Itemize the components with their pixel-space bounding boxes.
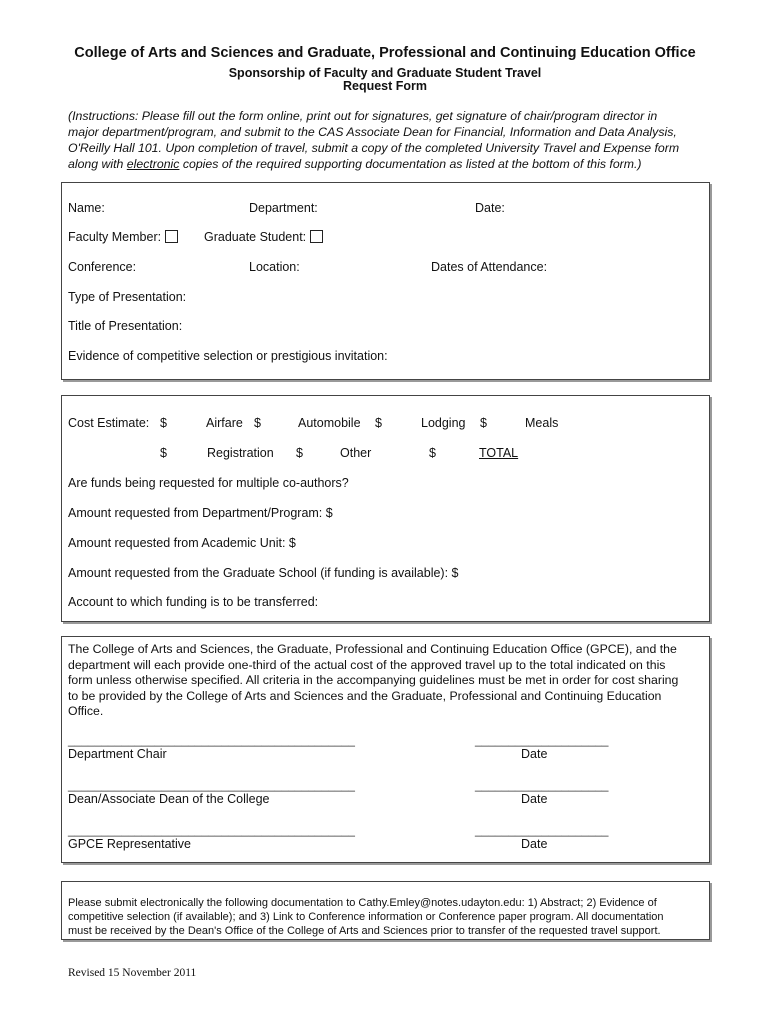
- coauthors-question: Are funds being requested for multiple co-authors?: [68, 476, 349, 490]
- automobile-label: Automobile: [298, 416, 361, 430]
- date-label: Date:: [475, 201, 505, 215]
- title-of-presentation-label: Title of Presentation:: [68, 319, 183, 333]
- dean-label: Dean/Associate Dean of the College: [68, 792, 270, 806]
- dollar-sign: $: [480, 416, 487, 430]
- department-amount-label: Amount requested from Department/Program: $: [68, 506, 333, 520]
- account-label: Account to which funding is to be transferred:: [68, 595, 319, 609]
- instructions-line: O'Reilly Hall 101. Upon completion of travel, submit a copy of the completed University Travel and Expense form: [68, 141, 680, 155]
- faculty-member-checkbox[interactable]: [165, 230, 178, 243]
- instructions-line: major department/program, and submit to the CAS Associate Dean for Financial, Information and Data Analysis,: [68, 125, 677, 139]
- chair-date-label: Date: [521, 747, 548, 761]
- department-chair-label: Department Chair: [68, 747, 167, 761]
- gpce-date-label: Date: [521, 837, 548, 851]
- gpce-representative-label: GPCE Representative: [68, 837, 191, 851]
- airfare-label: Airfare: [206, 416, 243, 430]
- dollar-sign: $: [160, 446, 167, 460]
- dean-signature-line[interactable]: ___________________________________________: [68, 778, 355, 792]
- instructions: [68, 108, 708, 172]
- dollar-sign: $: [429, 446, 436, 460]
- form-subtitle: Sponsorship of Faculty and Graduate Student Travel: [228, 66, 542, 80]
- dean-date-line[interactable]: ____________________: [475, 778, 609, 792]
- dollar-sign: $: [160, 416, 167, 430]
- revision-date: Revised 15 November 2011: [68, 967, 197, 979]
- form-title: College of Arts and Sciences and Graduate, Professional and Continuing Education Office: [74, 45, 696, 61]
- dates-of-attendance-label: Dates of Attendance:: [431, 260, 548, 274]
- cost-estimate-label: Cost Estimate:: [68, 416, 150, 430]
- electronic-emphasis: electronic: [126, 157, 180, 171]
- graduate-school-amount-label: Amount requested from the Graduate School (if funding is available): $: [68, 566, 459, 580]
- instructions-line: (Instructions: Please fill out the form online, print out for signatures, get signature of chair/program director in: [68, 109, 658, 123]
- dean-date-label: Date: [521, 792, 548, 806]
- faculty-member-option: Faculty Member:: [68, 230, 178, 244]
- location-label: Location:: [249, 260, 300, 274]
- dollar-sign: $: [296, 446, 303, 460]
- type-of-presentation-label: Type of Presentation:: [68, 290, 187, 304]
- submission-note: Please submit electronically the following documentation to Cathy.Emley@notes.udayton.edu: 1) Abstract; 2) Evidence of competitive selection (if available); and 3) Link to Conference information or Conference paper program. All documentation must be received by the Dean's Office of the College of Arts and Sciences prior to transfer of the requested travel support.: [68, 897, 664, 937]
- dollar-sign: $: [254, 416, 261, 430]
- registration-label: Registration: [207, 446, 274, 460]
- evidence-label: Evidence of competitive selection or prestigious invitation:: [68, 349, 388, 363]
- department-label: Department:: [249, 201, 318, 215]
- chair-signature-line[interactable]: ___________________________________________: [68, 733, 355, 747]
- meals-label: Meals: [525, 416, 559, 430]
- form-name: Request Form: [342, 79, 428, 93]
- total-label: TOTAL: [479, 446, 519, 460]
- chair-date-line[interactable]: ____________________: [475, 733, 609, 747]
- cost-sharing-paragraph: The College of Arts and Sciences, the Graduate, Professional and Continuing Education Office (GPCE), and the department will each provide one-third of the actual cost of the approved travel up to the total indicated on this form unless otherwise specified. All criteria in the accompanying guidelines must be met in order for cost sharing to be provided by the College of Arts and Sciences and the Graduate, Professional and Continuing Education Office.: [68, 642, 679, 718]
- name-label: Name:: [68, 201, 105, 215]
- gpce-signature-line[interactable]: ___________________________________________: [68, 823, 355, 837]
- graduate-student-option: Graduate Student:: [204, 230, 323, 244]
- conference-label: Conference:: [68, 260, 137, 274]
- gpce-date-line[interactable]: ____________________: [475, 823, 609, 837]
- lodging-label: Lodging: [421, 416, 466, 430]
- academic-unit-amount-label: Amount requested from Academic Unit: $: [68, 536, 296, 550]
- dollar-sign: $: [375, 416, 382, 430]
- graduate-student-checkbox[interactable]: [310, 230, 323, 243]
- other-label: Other: [340, 446, 372, 460]
- instructions-line: along with electronic copies of the required supporting documentation as listed at the bottom of this form.): [68, 157, 642, 171]
